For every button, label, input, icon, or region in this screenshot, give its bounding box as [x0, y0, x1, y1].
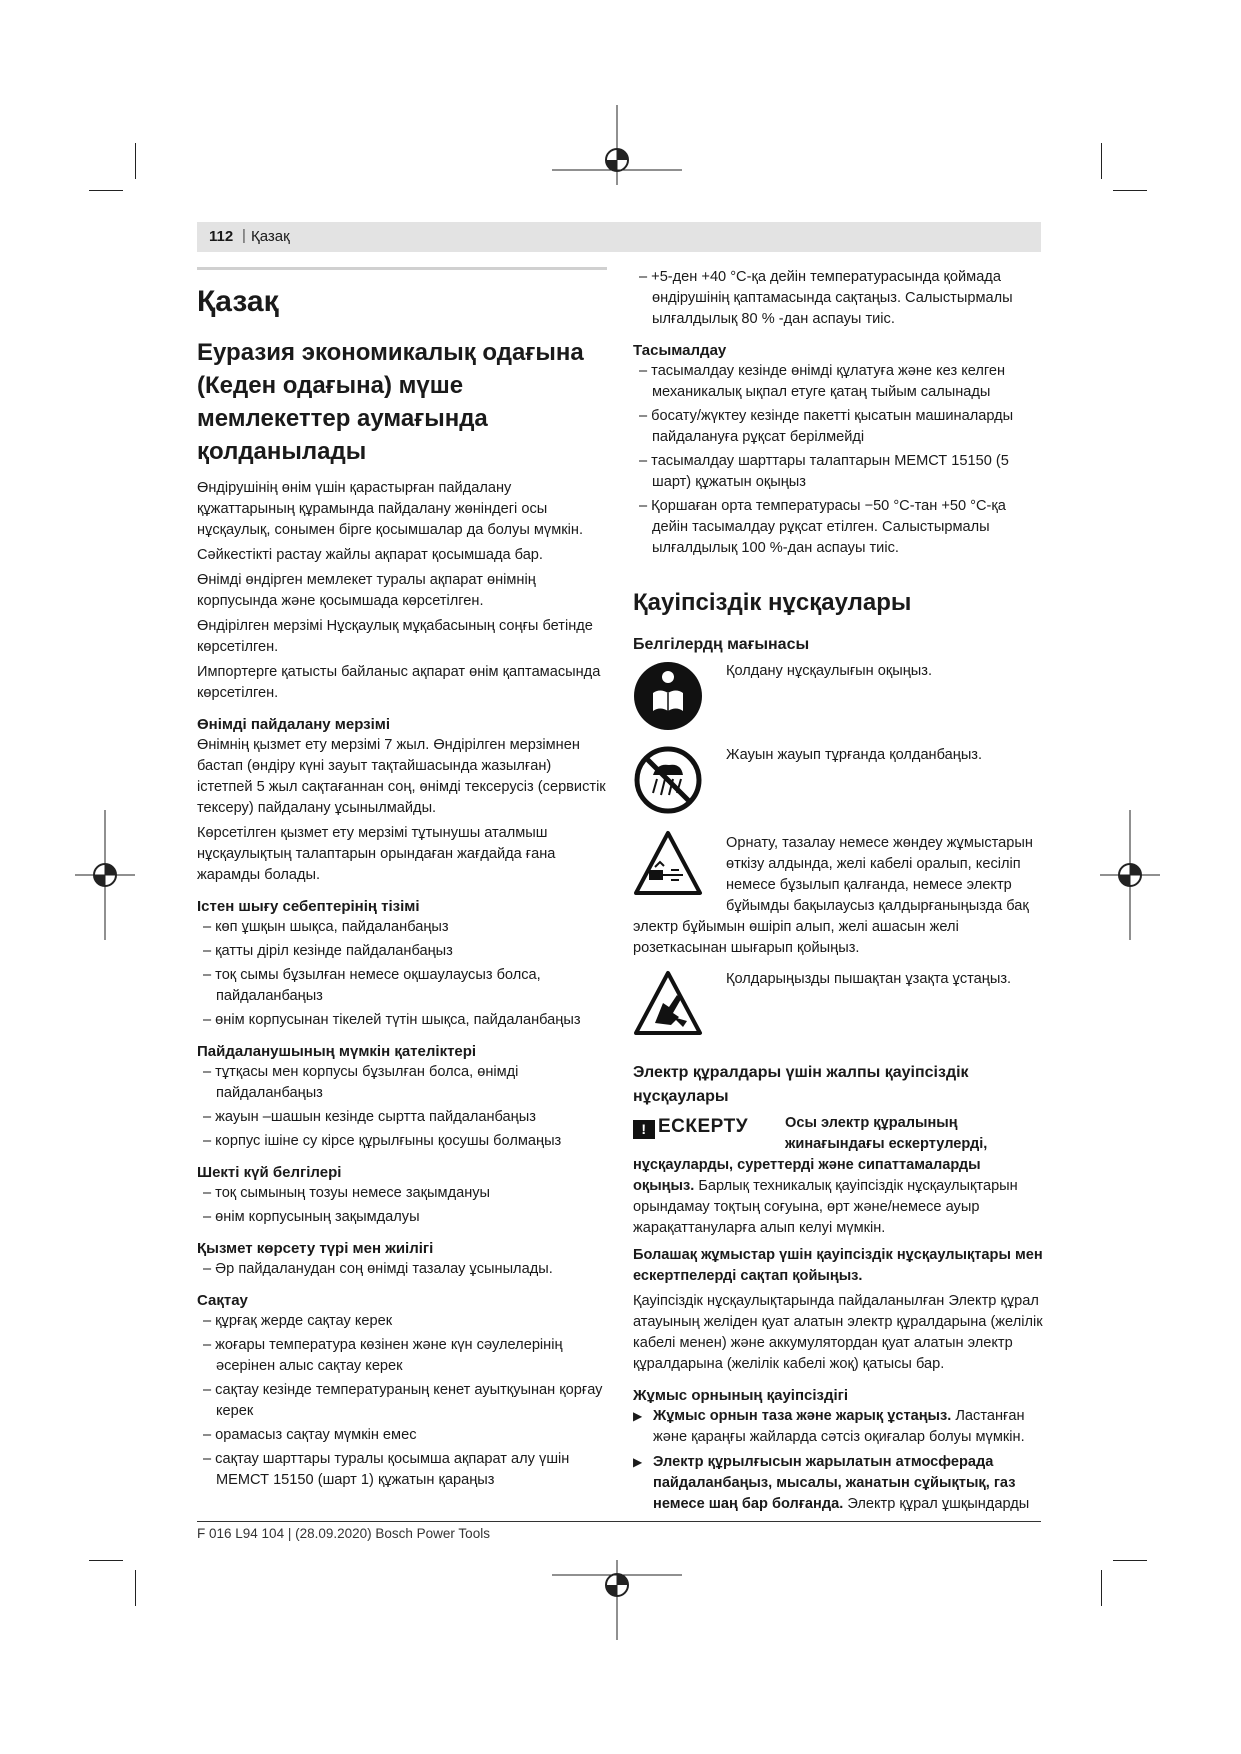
list-item: – тұтқасы мен корпусы бұзылған болса, өнімді пайдаланбаңыз [197, 1062, 607, 1104]
list-item: – Әр пайдаланудан соң өнімді тазалау ұсынылады. [197, 1259, 607, 1280]
intro-paragraph: Сәйкестікті растау жайлы ақпарат қосымшада бар. [197, 547, 543, 563]
list-item: – сақтау кезінде температураның кенет ауытқуынан қорғау керек [197, 1380, 607, 1422]
column-rule [197, 267, 607, 270]
service-life-heading: Өнімді пайдалану мерзімі [197, 716, 391, 733]
list-item: – өнім корпусынан тікелей түтін шықса, пайдаланбаңыз [197, 1010, 607, 1031]
list-item: – тасымалдау кезінде өнімді құлатуға және кез келген механикалық ықпал етуге қатаң тыйым салынады [633, 361, 1043, 403]
list-item: – сақтау шарттары туралы қосымша ақпарат алу үшін МЕМСТ 15150 (шарт 1) құжатын қараңыз [197, 1449, 607, 1491]
list-item [633, 1452, 1043, 1515]
item-bold: Жұмыс орнын таза және жарық ұстаңыз. [653, 1408, 952, 1424]
section-subtitle: Еуразия экономикалық одағына (Кеден одағына) мүше мемлекеттер аумағында қолданылады [197, 339, 584, 465]
page-number: 112 [209, 228, 234, 245]
list-item: – көп ұшқын шықса, пайдаланбаңыз [197, 917, 607, 938]
service-life-paragraph: Өнімнің қызмет ету мерзімі 7 жыл. Өндірілген мерзімнен бастап (өндіру күні зауыт тақтайшасында жазылған) істетпей 5 жыл сақтағаннан соң, өнімді тексерусіз (сервистік тексеру) пайдалану ұсынылмайды. [197, 737, 606, 816]
crop-mark [89, 1560, 123, 1561]
symbols-heading: Белгілердң мағынасы [633, 636, 810, 653]
registration-mark-left [75, 810, 135, 940]
storage-list-continued [633, 267, 1043, 330]
list-item: – +5-ден +40 °C-қа дейін температурасында қоймада өндірушінің қаптамасында сақтаңыз. Салыстырмалы ылғалдылық 80 % -дан аспауы тиіс. [633, 267, 1043, 330]
item-text: Ластанған және қараңғы жайларда сәтсіз оқиғалар болуы мүмкін. [653, 1408, 1025, 1445]
arrow-bullet-icon: ▶ [633, 1409, 643, 1423]
list-item: – өнім корпусының зақымдалуы [197, 1207, 607, 1228]
list-item: – орамасыз сақтау мүмкін емес [197, 1425, 607, 1446]
warning-bold-text: Осы электр құралының жинағындағы ескертулерді, нұсқауларды, суреттерді және сипаттамаларды оқыңыз. [633, 1115, 988, 1194]
crop-mark [1101, 1570, 1102, 1606]
list-item: – жауын –шашын кезінде сыртта пайдаланбаңыз [197, 1107, 607, 1128]
symbol-description: Орнату, тазалау немесе жөндеу жұмыстарын өткізу алдында, желі кабелі оралып, кесіліп немесе бұзылып қалғанда, немесе электр бұйымды бақылаусыз қалдырғаныңызда бақ электр бұйымын өшіріп алып, желі ашасын желі розеткасынан шығарып қойыңыз. [633, 835, 1033, 956]
list-item: – жоғары температура көзінен және күн сәулелерінің әсерінен алыс сақтау керек [197, 1335, 607, 1377]
user-errors-heading: Пайдаланушының мүмкін қателіктері [197, 1043, 477, 1060]
service-life-paragraph: Көрсетілген қызмет ету мерзімі тұтынушы аталмыш нұсқаулықтың талаптарын орындаған жағдайда ғана жарамды болады. [197, 825, 556, 883]
storage-list [197, 1311, 607, 1491]
warning-block [633, 1113, 1043, 1239]
crop-mark [135, 1570, 136, 1606]
workplace-heading: Жұмыс орнының қауіпсіздігі [633, 1387, 849, 1404]
user-errors-list [197, 1062, 607, 1152]
symbol-description: Қолдану нұсқаулығын оқыңыз. [726, 663, 933, 679]
list-item: – тоқ сымының тозуы немесе зақымдануы [197, 1183, 607, 1204]
list-item: – қатты діріл кезінде пайдаланбаңыз [197, 941, 607, 962]
left-column [197, 267, 607, 1494]
no-rain-icon [633, 745, 703, 815]
hand-blade-warning-icon [633, 969, 703, 1039]
symbol-description: Қолдарыңызды пышақтан ұзақта ұстаңыз. [726, 971, 1012, 987]
storage-heading: Сақтау [197, 1292, 248, 1309]
unplug-warning-icon [633, 829, 703, 899]
crop-mark [1101, 143, 1102, 179]
warning-triangle-icon: ! [633, 1120, 655, 1139]
list-item: – босату/жүктеу кезінде пакетті қысатын машиналарды пайдалануға рұқсат берілмейді [633, 406, 1043, 448]
registration-mark-top [552, 105, 682, 185]
registration-mark-bottom [552, 1560, 682, 1640]
crop-mark [135, 143, 136, 179]
workplace-list [633, 1406, 1043, 1515]
list-item [633, 1406, 1043, 1448]
service-heading: Қызмет көрсету түрі мен жиілігі [197, 1240, 434, 1257]
symbol-description: Жауын жауып тұрғанда қолданбаңыз. [726, 747, 983, 763]
intro-paragraph: Импортерге қатысты байланыс ақпарат өнім қаптамасында көрсетілген. [197, 664, 601, 701]
crop-mark [1113, 190, 1147, 191]
crop-mark [89, 190, 123, 191]
registration-mark-right [1100, 810, 1160, 940]
transport-heading: Тасымалдау [633, 342, 727, 359]
list-item: – корпус ішіне су кірсе құрылғыны қосушы болмаңыз [197, 1131, 607, 1152]
transport-list [633, 361, 1043, 559]
keep-instructions-heading: Болашақ жұмыстар үшін қауіпсіздік нұсқаулықтары мен ескертпелерді сақтап қойыңыз. [633, 1247, 1043, 1284]
keep-instructions-text: Қауіпсіздік нұсқаулықтарында пайдаланылған Электр құрал атауының желіден қуат алатын электр құралдарына (желілік кабелі менен) және аккумулятордан қуат алатын электр құралдарына (желілік кабелі жоқ) қатысы бар. [633, 1293, 1043, 1372]
symbol-row [633, 829, 1043, 959]
header-language: Қазақ [251, 228, 290, 245]
read-manual-icon [633, 661, 703, 731]
general-safety-heading: Электр құралдары үшін жалпы қауіпсіздік нұсқаулары [633, 1064, 969, 1105]
item-text: Электр құрал ұшқындарды [847, 1496, 1030, 1512]
symbol-row [633, 661, 1043, 735]
warning-badge [633, 1115, 773, 1139]
limit-signs-list [197, 1183, 607, 1228]
failure-causes-list [197, 917, 607, 1031]
warning-text: Барлық техникалық қауіпсіздік нұсқаулықтарын орындамау тоқтың соғуына, өрт және/немесе ауыр жарақаттануларға алып келуі мүмкін. [633, 1178, 1018, 1236]
list-item: – құрғақ жерде сақтау керек [197, 1311, 607, 1332]
list-item: – тоқ сымы бұзылған немесе оқшаулаусыз болса, пайдаланбаңыз [197, 965, 607, 1007]
intro-paragraph: Өндірілген мерзімі Нұсқаулық мұқабасының соңғы бетінде көрсетілген. [197, 618, 593, 655]
list-item: – Қоршаған орта температурасы −50 °C-тан +50 °C-қа дейін тасымалдау рұқсат етілген. Салыстырмалы ылғалдылық 100 %-дан аспауы тиіс. [633, 496, 1043, 559]
section-title: Қазақ [197, 285, 279, 318]
right-column [633, 267, 1043, 1519]
symbol-row [633, 745, 1043, 819]
item-bold: Электр құрылғысын жарылатын атмосферада пайдаланбаңыз, мысалы, жанатын сұйықтық, газ немесе шаң бар болғанда. [653, 1454, 1016, 1512]
arrow-bullet-icon: ▶ [633, 1455, 643, 1469]
warning-label: ЕСКЕРТУ [658, 1116, 749, 1137]
safety-title: Қауіпсіздік нұсқаулары [633, 589, 912, 616]
intro-paragraph: Өнімді өндірген мемлекет туралы ақпарат өнімнің корпусында және қосымшада көрсетілген. [197, 572, 536, 609]
symbol-row [633, 969, 1043, 1043]
intro-paragraph: Өндірушінің өнім үшін қарастырған пайдалану құжаттарының құрамында пайдалану жөніндегі осы нұсқаулық, сонымен бірге қосымшалар да болуы мүмкін. [197, 480, 583, 538]
failure-causes-heading: Істен шығу себептерінің тізімі [197, 898, 420, 915]
page-header [197, 222, 1041, 252]
page-footer: F 016 L94 104 | (28.09.2020) Bosch Power Tools [197, 1526, 490, 1541]
list-item: – тасымалдау шарттары талаптарын МЕМСТ 15150 (5 шарт) құжатын оқыңыз [633, 451, 1043, 493]
header-separator: | [242, 227, 246, 244]
limit-signs-heading: Шекті күй белгілері [197, 1164, 342, 1181]
footer-rule [197, 1521, 1041, 1522]
service-list [197, 1259, 607, 1280]
crop-mark [1113, 1560, 1147, 1561]
